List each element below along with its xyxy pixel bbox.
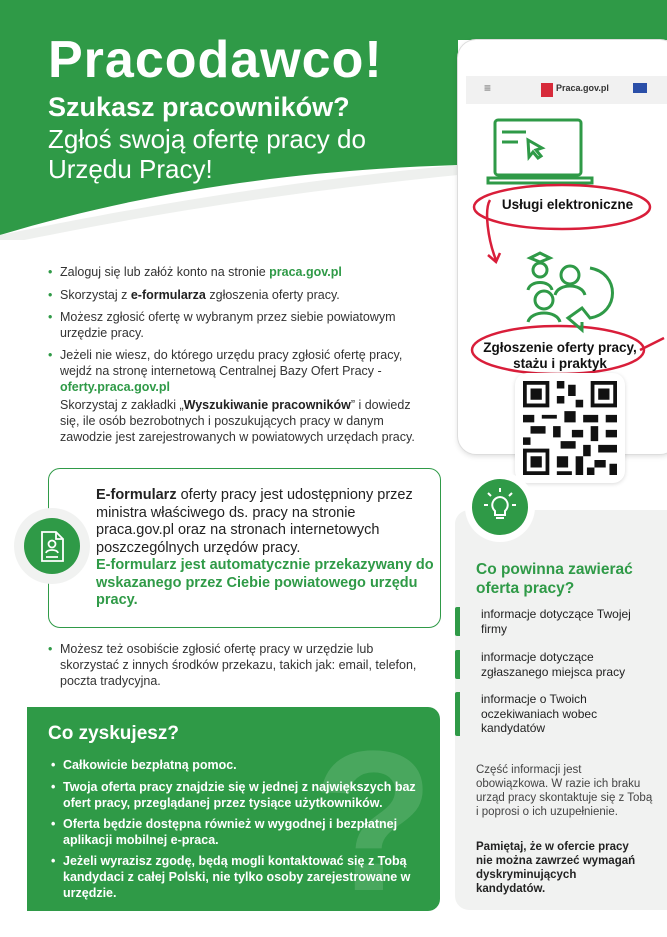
search-tip: Skorzystaj z zakładki „Wyszukiwanie pracowników” i dowiedz się, ile osób bezrobotnych i poszukujących pracy w danym zawodzie jest zarejestrowanych w powiatowych urzędach pracy. xyxy=(60,398,415,444)
benefit-item: • Jeżeli wyrazisz zgodę, będą mogli kontaktować się z Tobą kandydaci z całej Polski, nie tylko osoby zarejestrowane w urzędzie. xyxy=(51,853,431,901)
requirement-item: informacje dotyczące zgłaszanego miejsca pracy xyxy=(455,650,655,679)
benefits-box xyxy=(27,707,440,933)
requirement-item: informacje dotyczące Twojej firmy xyxy=(455,607,655,636)
qr-code[interactable] xyxy=(515,373,625,483)
offer-note: Część informacji jest obowiązkowa. W razie ich braku urząd pracy skontaktuje się z Tobą i poprosi o ich uzupełnienie. xyxy=(476,764,653,818)
eu-flag-icon xyxy=(633,83,647,93)
step-1: • Zaloguj się lub załóż konto na stronie praca.gov.pl xyxy=(48,264,428,280)
menu-icon[interactable]: ≡ xyxy=(484,81,492,95)
requirement-item: informacje o Twoich oczekiwaniach wobec kandydatów xyxy=(455,692,645,736)
laptop-icon xyxy=(488,120,592,183)
page-tagline: Zgłoś swoją ofertę pracy do Urzędu Pracy! xyxy=(48,124,366,184)
site-header-bar xyxy=(466,76,667,104)
step-2: • Skorzystaj z e-formularza zgłoszenia oferty pracy. xyxy=(48,287,428,303)
service-electronic[interactable]: Usługi elektroniczne xyxy=(501,197,634,212)
lightbulb-icon xyxy=(472,479,528,535)
site-name[interactable]: Praca.gov.pl xyxy=(556,83,609,93)
question-mark-decoration: ? xyxy=(312,710,435,933)
document-person-icon xyxy=(24,518,80,574)
benefit-item: • Całkowicie bezpłatną pomoc. xyxy=(51,757,431,773)
offer-warning: Pamiętaj, że w ofercie pracy nie można zawrzeć wymagań dyskryminujących kandydatów. xyxy=(476,841,636,895)
benefits-title: Co zyskujesz? xyxy=(48,723,179,744)
page-title: Pracodawco! xyxy=(48,31,383,89)
emblem-icon xyxy=(541,83,553,97)
offer-title: Co powinna zawierać oferta pracy? xyxy=(476,561,633,597)
benefit-item: • Oferta będzie dostępna również w wygodnej i bezpłatnej aplikacji mobilnej e-praca. xyxy=(51,816,431,848)
benefit-item: • Twoja oferta pracy znajdzie się w jednej z największych baz ofert pracy, przeglądanej przez tysiące użytkowników. xyxy=(51,779,431,811)
praca-link[interactable]: praca.gov.pl xyxy=(269,265,342,279)
step-4: • Jeżeli nie wiesz, do którego urzędu pracy zgłosić ofertę pracy, wejdź na stronę internetową Centralnej Bazy Ofert Pracy - oferty.praca.gov.pl xyxy=(48,347,433,395)
eform-text: E-formularz oferty pracy jest udostępniony przez ministra właściwego ds. pracy na stronie praca.gov.pl oraz na stronach internetowych poszczególnych urzędów pracy. E-formularz jest automatycznie przekazywany do wskazanego przez Ciebie powiatowego urzędu pracy. xyxy=(96,487,434,608)
step-3: • Możesz zgłosić ofertę w wybranym przez siebie powiatowym urzędzie pracy. xyxy=(48,309,428,341)
people-icon xyxy=(528,253,613,330)
oferty-link[interactable]: oferty.praca.gov.pl xyxy=(60,380,170,394)
other-channels: • Możesz też osobiście zgłosić ofertę pracy w urzędzie lub skorzystać z innych środków przekazu, takich jak: email, telefon, poczta tradycyjna. xyxy=(48,641,423,689)
page-subtitle: Szukasz pracowników? xyxy=(48,92,350,122)
service-offer[interactable]: Zgłoszenie oferty pracy, stażu i praktyk xyxy=(483,340,637,371)
